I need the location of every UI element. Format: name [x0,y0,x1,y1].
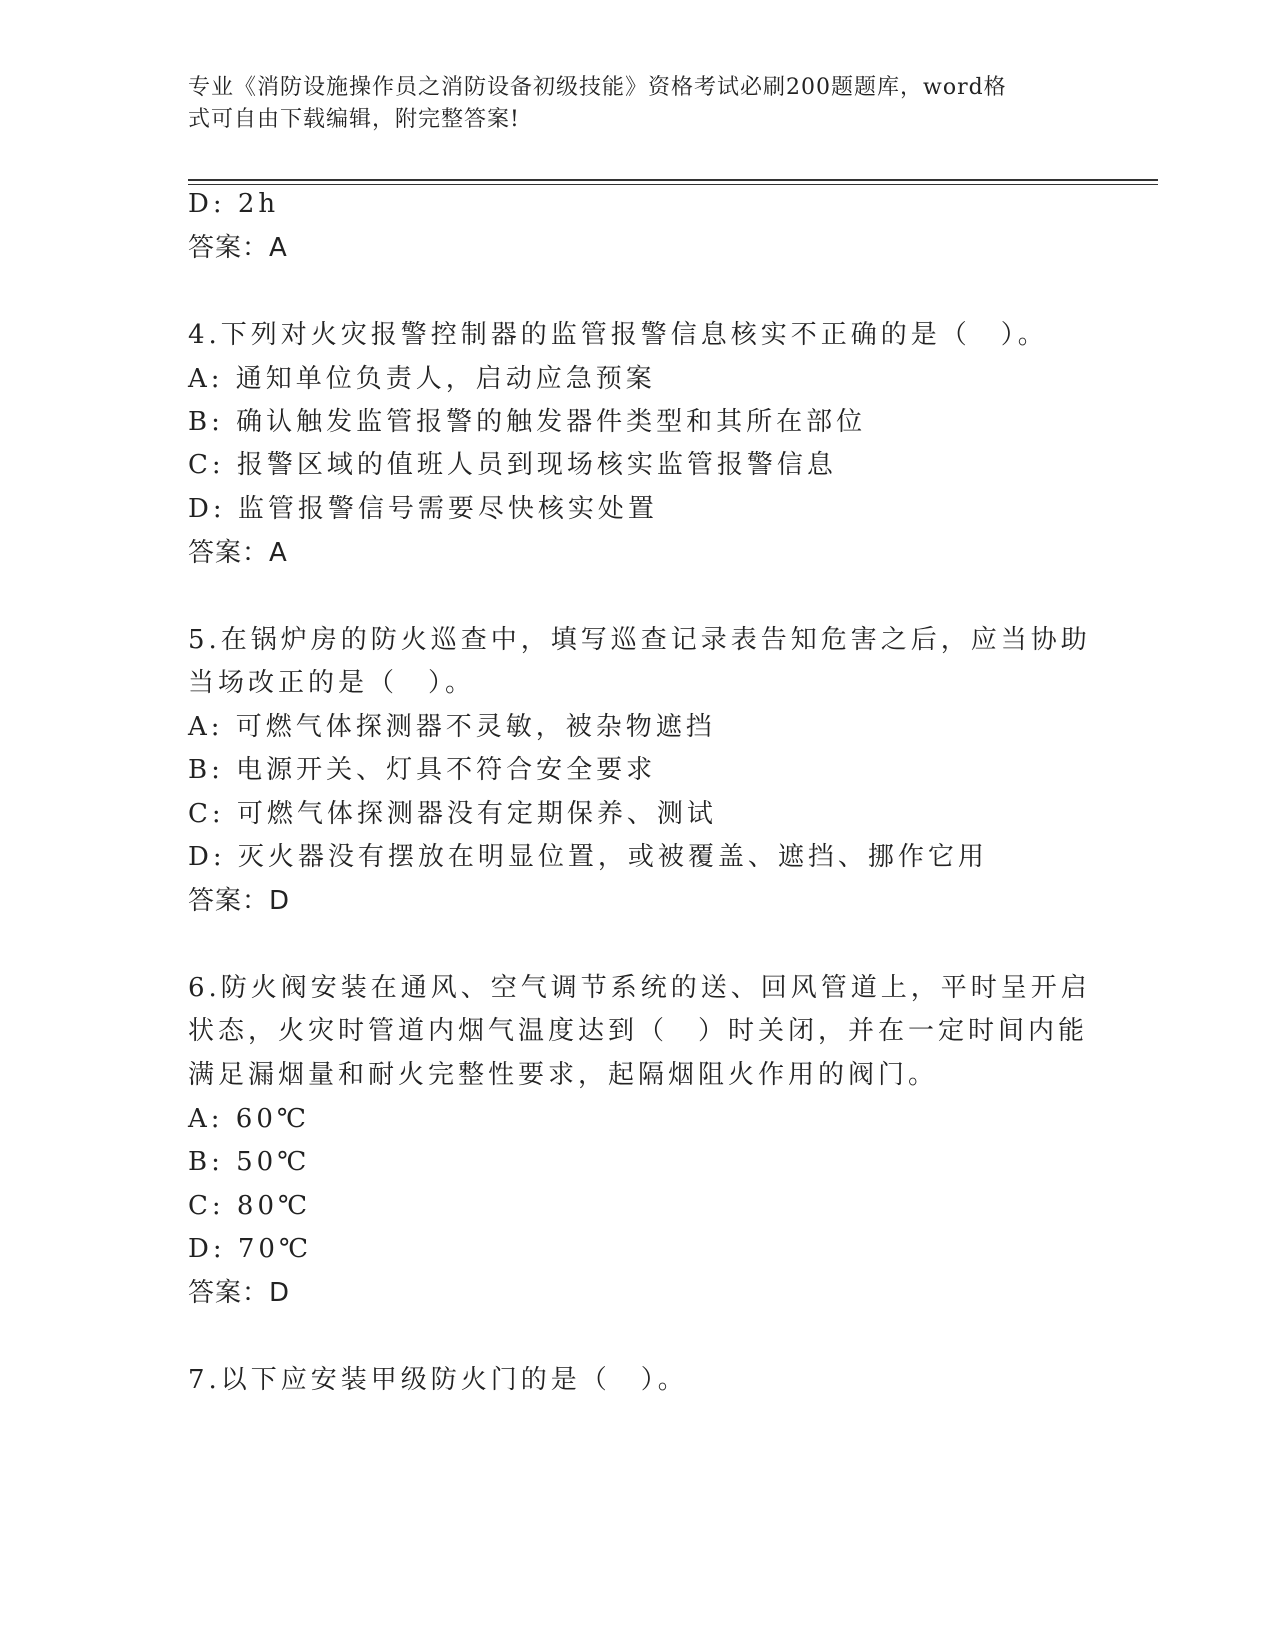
q4-answer: 答案：A [188,538,288,568]
q6-option-a: A: 60℃ [188,1104,310,1134]
q4-option-b: B: 确认触发监管报警的触发器件类型和其所在部位 [188,407,867,437]
q6-answer: 答案：D [188,1278,291,1308]
header-line-2: 式可自由下载编辑，附完整答案! [188,107,520,132]
q4-stem: 4.下列对火灾报警控制器的监管报警信息核实不正确的是（ ）。 [188,320,1048,350]
q4-option-a: A: 通知单位负责人，启动应急预案 [188,364,656,394]
q5-stem-line-1: 5.在锅炉房的防火巡查中，填写巡查记录表告知危害之后，应当协助 [188,625,1091,655]
q5-option-a: A: 可燃气体探测器不灵敏，被杂物遮挡 [188,712,716,742]
q5-option-b: B: 电源开关、灯具不符合安全要求 [188,755,657,785]
prev-option-d: D: 2h [188,189,280,219]
q7-stem: 7.以下应安装甲级防火门的是（ ）。 [188,1365,688,1395]
header-line-1: 专业《消防设施操作员之消防设备初级技能》资格考试必刷200题题库，word格 [188,75,1007,100]
q6-stem-line-1: 6.防火阀安装在通风、空气调节系统的送、回风管道上，平时呈开启 [188,973,1091,1003]
q6-stem-line-2: 状态，火灾时管道内烟气温度达到（ ）时关闭，并在一定时间内能 [188,1016,1089,1046]
prev-answer: 答案：A [188,233,288,263]
q5-option-c: C: 可燃气体探测器没有定期保养、测试 [188,799,717,829]
header-divider-thin [188,184,1158,185]
q6-option-c: C: 80℃ [188,1191,312,1221]
header-divider-thick [188,179,1158,181]
q5-option-d: D: 灭火器没有摆放在明显位置，或被覆盖、遮挡、挪作它用 [188,842,988,872]
q6-stem-line-3: 满足漏烟量和耐火完整性要求，起隔烟阻火作用的阀门。 [188,1060,939,1090]
q6-option-b: B: 50℃ [188,1147,311,1177]
q5-answer: 答案：D [188,886,291,916]
q5-stem-line-2: 当场改正的是（ ）。 [188,668,476,698]
document-header [188,72,1068,136]
q4-option-c: C: 报警区域的值班人员到现场核实监管报警信息 [188,450,837,480]
q4-option-d: D: 监管报警信号需要尽快核实处置 [188,494,658,524]
q6-option-d: D: 70℃ [188,1234,313,1264]
